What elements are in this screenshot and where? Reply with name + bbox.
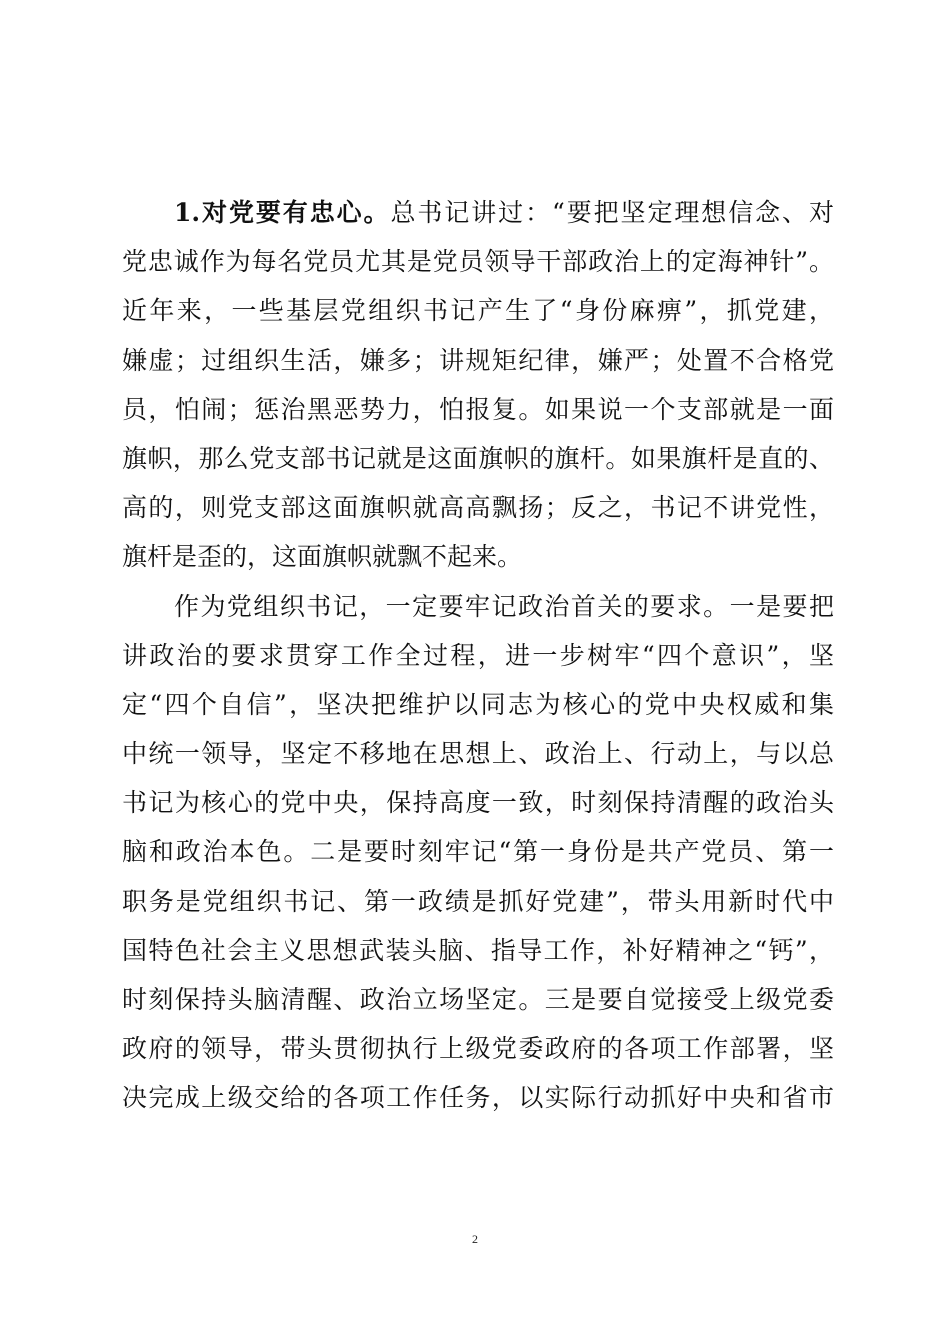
paragraph-1-line-7: 高的，则党支部这面旗帜就高高飘扬；反之，书记不讲党性，: [122, 493, 834, 523]
paragraph-1-line-8: 旗杆是歪的，这面旗帜就飘不起来。: [122, 542, 523, 572]
paragraph-2-line-8: 国特色社会主义思想武装头脑、指导工作，补好精神之“钙”，: [122, 935, 834, 965]
paragraph-1-text: 总书记讲过：“要把坚定理想信念、对: [390, 198, 834, 227]
paragraph-2-line-1: 作为党组织书记，一定要牢记政治首关的要求。一是要把: [174, 591, 834, 621]
paragraph-2-line-7: 职务是党组织书记、第一政绩是抓好党建”，带头用新时代中: [122, 886, 834, 916]
paragraph-1-line-3: 近年来，一些基层党组织书记产生了“身份麻痹”，抓党建，: [122, 296, 834, 326]
paragraph-1-line-6: 旗帜，那么党支部书记就是这面旗帜的旗杆。如果旗杆是直的、: [122, 443, 834, 473]
paragraph-1-line-5: 员，怕闹；惩治黑恶势力，怕报复。如果说一个支部就是一面: [122, 394, 834, 424]
paragraph-2-line-5: 书记为核心的党中央，保持高度一致，时刻保持清醒的政治头: [122, 788, 834, 818]
paragraph-2-line-6: 脑和政治本色。二是要时刻牢记“第一身份是共产党员、第一: [122, 837, 834, 867]
paragraph-2-line-4: 中统一领导，坚定不移地在思想上、政治上、行动上，与以总: [122, 739, 834, 769]
paragraph-2-line-11: 决完成上级交给的各项工作任务，以实际行动抓好中央和省市: [122, 1083, 834, 1113]
page-number: 2: [472, 1232, 478, 1246]
paragraph-2-line-9: 时刻保持头脑清醒、政治立场坚定。三是要自觉接受上级党委: [122, 985, 834, 1014]
section-heading: 1.对党要有忠心。: [174, 198, 391, 227]
paragraph-1-line-2: 党忠诚作为每名党员尤其是党员领导干部政治上的定海神针”。: [122, 247, 834, 277]
paragraph-2-line-2: 讲政治的要求贯穿工作全过程，进一步树牢“四个意识”，坚: [122, 640, 834, 670]
document-body: [122, 188, 834, 1123]
paragraph-1-line-4: 嫌虚；过组织生活，嫌多；讲规矩纪律，嫌严；处置不合格党: [122, 345, 834, 375]
paragraph-2-line-3: 定“四个自信”，坚决把维护以同志为核心的党中央权威和集: [122, 689, 834, 719]
paragraph-1-line-1: [122, 188, 834, 237]
paragraph-2-line-10: 政府的领导，带头贯彻执行上级党委政府的各项工作部署，坚: [122, 1034, 834, 1064]
